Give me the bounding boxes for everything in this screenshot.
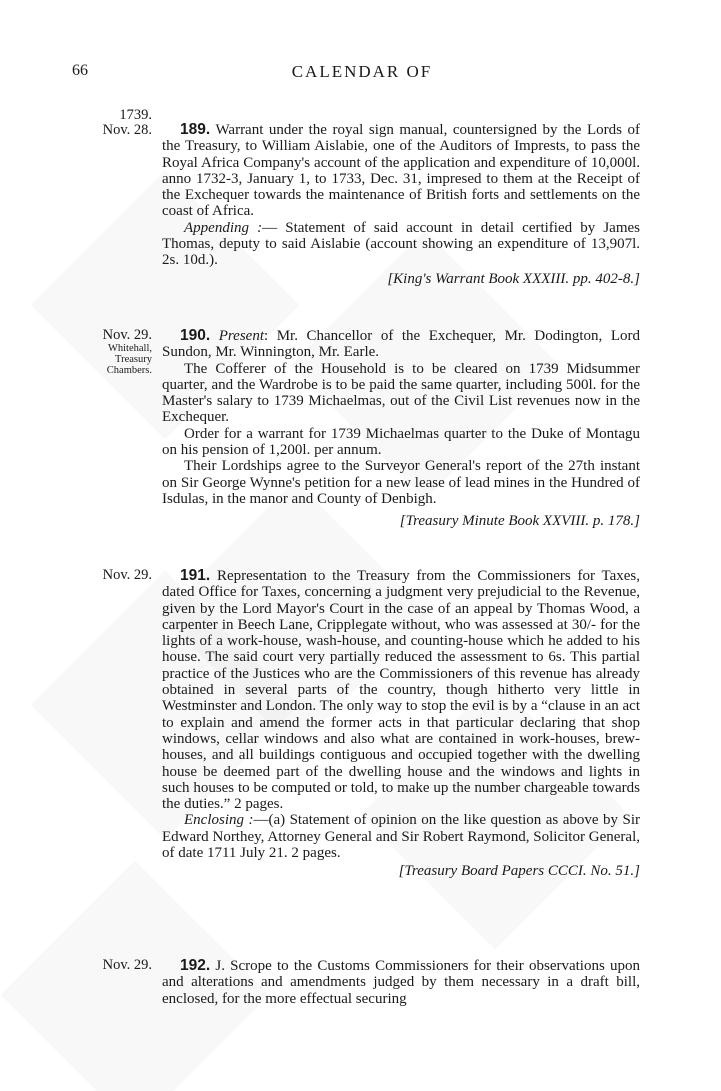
entry-citation: [Treasury Minute Book XXVIII. p. 178.] — [399, 513, 640, 530]
entry-number: 190. — [180, 327, 211, 344]
page-number: 66 — [72, 62, 88, 79]
entry-date — [84, 958, 152, 973]
entry-day: Nov. 29. — [102, 327, 152, 343]
subnote-lead: Appending : — [184, 219, 263, 236]
entry-body — [162, 328, 640, 530]
entry-body — [162, 122, 640, 287]
entry-text: Representation to the Treasury from the Commissioners for Taxes, dated Office for Taxes, concerning a judgment very prejudicial to the Revenue, given by the Lord Mayor's Court in the case of an appeal by Thomas Wood, a carpenter in Beech Lane, Cripplegate without, who was assessed at 30/- for the lights of a work-house, wash-house, and counting-house which he added to his house. The said court very partially reduced the assessment to 6s. This partial practice of the Justices who are the Commissioners of this revenue has already obtained in several parts of the country, though hitherto very little in Westminster and London. The only way to stop the evil is by a “clause in an act to explain and amend the former acts in that particular declaring that shop windows, cellar windows and also what are contained in work-houses, brew-houses, and all buildings contiguous and occupied together with the dwelling house be deemed part of the dwelling house and the windows and lights in such houses to be computed or told, to make up the number chargeable towards the duties.” 2 pages. — [162, 568, 641, 813]
present-text: : Mr. Chancellor of the Exchequer, Mr. Dodington, Lord Sundon, Mr. Winnington, Mr. Earle. — [162, 328, 640, 361]
entry-date — [84, 568, 152, 583]
subnote-text: —(a) Statement of opinion on the like question as above by Sir Edward Northey, Attorney General and Sir Robert Raymond, Solicitor General, of date 1711 July 21. 2 pages. — [162, 812, 640, 862]
entry-paragraph — [162, 328, 640, 361]
entry-number: 192. — [180, 957, 211, 974]
page-header — [72, 62, 652, 86]
entry-citation: [King's Warrant Book XXXIII. pp. 402-8.] — [387, 270, 640, 287]
entry-place: Whitehall, — [107, 343, 152, 354]
entry-paragraph — [162, 958, 640, 1007]
entry-number: 191. — [180, 567, 211, 584]
entry-date — [84, 328, 152, 376]
entry-place: Chambers. — [106, 365, 152, 376]
entry-paragraph — [162, 122, 640, 220]
entry-year: 1739. — [119, 107, 152, 123]
entry-day: Nov. 28. — [102, 122, 152, 138]
entry-subnote — [162, 220, 640, 269]
subnote-text: — Statement of said account in detail certified by James Thomas, deputy to said Aislabie (account showing an expenditure of 13,907l. 2s. 10d.). — [162, 219, 641, 269]
entry-day: Nov. 29. — [102, 567, 152, 583]
entry-paragraph — [162, 568, 640, 812]
entry-paragraph: Their Lordships agree to the Surveyor General's report of the 27th instant on Sir George Wynne's petition for a new lease of lead mines in the Hundred of Isdulas, in the manor and County of Denbigh. — [162, 458, 640, 507]
entry-body — [162, 958, 640, 1007]
entry-body — [162, 568, 640, 880]
entry-subnote — [162, 812, 640, 861]
entry-text: Warrant under the royal sign manual, countersigned by the Lords of the Treasury, to William Aislabie, one of the Auditors of Imprests, to pass the Royal Africa Company's account of the application and expenditure of 10,000l. anno 1732-3, January 1, to 1733, Dec. 31, impresed to them at the Receipt of the Exchequer towards the maintenance of British forts and settlements on the coast of Africa. — [162, 122, 640, 220]
entry-paragraph: The Cofferer of the Household is to be cleared on 1739 Midsummer quarter, and the Wardrobe is to be paid the same quarter, including 500l. for the Master's salary to 1739 Michaelmas, out of the Civil List revenues now in the Exchequer. — [162, 360, 640, 426]
entry-number: 189. — [180, 121, 211, 138]
entry-day: Nov. 29. — [102, 957, 152, 973]
entry-text: J. Scrope to the Customs Commissioners for their observations upon and alterations and amendments judged by them necessary in a draft bill, enclosed, for the more effectual securing — [162, 958, 641, 1007]
present-lead: Present — [218, 328, 264, 344]
running-title: CALENDAR OF — [291, 62, 433, 81]
entry-citation: [Treasury Board Papers CCCI. No. 51.] — [398, 863, 640, 880]
subnote-lead: Enclosing : — [184, 812, 254, 829]
entry-place: Treasury — [115, 354, 152, 365]
entry-date — [84, 108, 152, 138]
entry-paragraph: Order for a warrant for 1739 Michaelmas quarter to the Duke of Montagu on his pension of 1,200l. per annum. — [162, 425, 640, 459]
